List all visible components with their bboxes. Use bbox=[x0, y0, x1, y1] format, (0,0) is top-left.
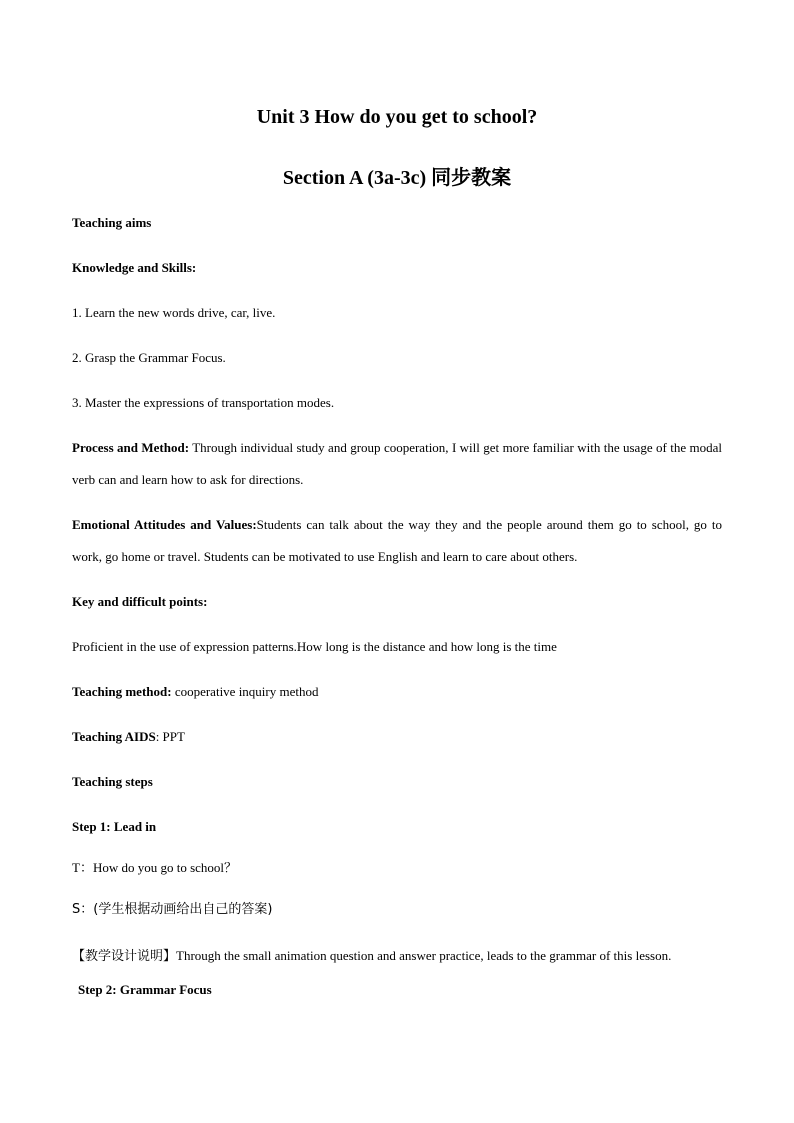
method-label: Teaching method: bbox=[72, 684, 172, 699]
method-text: cooperative inquiry method bbox=[171, 684, 319, 699]
design-note bbox=[72, 945, 722, 964]
key-points-heading: Key and difficult points: bbox=[72, 594, 208, 609]
aids-text: : PPT bbox=[155, 729, 185, 744]
step2-heading: Step 2: Grammar Focus bbox=[78, 982, 212, 997]
emotional-label: Emotional Attitudes and Values: bbox=[72, 517, 257, 532]
document-subtitle: Section A (3a-3c) 同步教案 bbox=[282, 167, 512, 189]
step1-student-line: S：(学生根据动画给出自己的答案) bbox=[72, 902, 273, 917]
teaching-aims-heading: Teaching aims bbox=[72, 215, 152, 230]
document-title: Unit 3 How do you get to school? bbox=[256, 106, 538, 128]
design-label: 【教学设计说明】 bbox=[72, 949, 177, 964]
teaching-aids bbox=[72, 729, 722, 745]
knowledge-item-2: 2. Grasp the Grammar Focus. bbox=[72, 350, 226, 365]
emotional-paragraph bbox=[72, 509, 722, 573]
process-label: Process and Method: bbox=[72, 440, 190, 455]
process-text: Through individual study and group cooperation, I will get more familiar with the usage of the modal verb can and learn how to ask for directions. bbox=[72, 440, 722, 487]
teaching-steps-heading: Teaching steps bbox=[72, 774, 153, 789]
knowledge-item-1: 1. Learn the new words drive, car, live. bbox=[72, 305, 276, 320]
knowledge-heading: Knowledge and Skills: bbox=[72, 260, 197, 275]
emotional-text: Students can talk about the way they and the people around them go to school, go to work, go home or travel. Students can be motivated to use English and learn to care about others. bbox=[72, 517, 722, 564]
process-paragraph bbox=[72, 432, 722, 496]
knowledge-item-3: 3. Master the expressions of transportation modes. bbox=[72, 395, 335, 410]
step1-teacher-line: T：How do you go to school？ bbox=[72, 860, 238, 875]
step1-heading: Step 1: Lead in bbox=[72, 819, 157, 834]
key-points-text: Proficient in the use of expression patterns.How long is the distance and how long is the time bbox=[72, 639, 557, 654]
teaching-method bbox=[72, 684, 722, 700]
design-text: Through the small animation question and answer practice, leads to the grammar of this lesson. bbox=[176, 948, 672, 963]
aids-label: Teaching AIDS bbox=[72, 729, 156, 744]
